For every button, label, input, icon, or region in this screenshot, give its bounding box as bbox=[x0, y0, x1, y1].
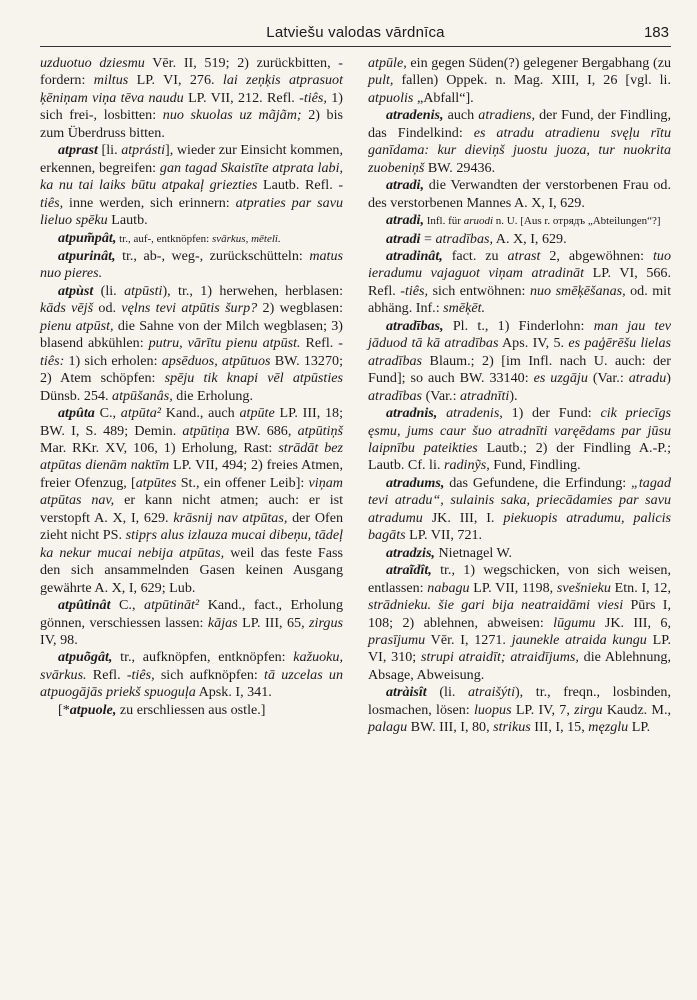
example-text: atpūte bbox=[239, 405, 275, 422]
headword: atradinât, bbox=[386, 247, 443, 264]
headword: atràisît bbox=[386, 684, 427, 701]
example-text: uzduotuo dziesmu bbox=[40, 55, 145, 71]
gloss-text: tr., 1) wegschicken, von sich weisen, entlassen: bbox=[368, 562, 671, 596]
example-text: atrast bbox=[507, 247, 541, 264]
example-text: nabagu bbox=[427, 579, 470, 596]
example-text: kažuoku, svārkus. bbox=[40, 649, 343, 683]
gloss-text: weil das feste Fass den sich ansammelnden Gasen keinen Ausgang gewährte A. X, I, 629; Lub. bbox=[40, 544, 343, 596]
gloss-text: Nietnagel W. bbox=[434, 544, 513, 561]
headword: atprast bbox=[58, 142, 98, 159]
gloss-text: ). bbox=[509, 387, 518, 404]
gloss-text: Lautb. bbox=[107, 212, 148, 229]
note-text: Infl. für bbox=[423, 215, 464, 228]
gloss-text: III, I, 15, bbox=[530, 719, 589, 736]
gloss-text: die Erholung. bbox=[172, 387, 253, 404]
dictionary-entry bbox=[368, 684, 671, 736]
gloss-text: Etn. I, 12, bbox=[610, 579, 671, 596]
gloss-text: A. X, I, 629. bbox=[493, 230, 567, 247]
example-text: strādāt bez atpūtas dienām naktīm bbox=[40, 439, 343, 474]
example-text: smēķēt. bbox=[443, 300, 486, 317]
gloss-text: LP. bbox=[628, 719, 651, 736]
gloss-text: ) bbox=[666, 370, 671, 387]
example-text: „tagad tevi atradu“, sulainis saka, priecādamies par savu atradumu bbox=[368, 474, 671, 526]
example-text: svešnieku bbox=[556, 579, 611, 596]
example-text: -tiês: bbox=[40, 335, 343, 369]
gloss-text: BW. 29436. bbox=[424, 159, 496, 176]
gloss-text: LP. VII, 721. bbox=[405, 527, 483, 544]
gloss-text: 2) bis zum Überdruss bitten. bbox=[40, 107, 344, 141]
example-text: atradnīti bbox=[460, 387, 510, 404]
running-title: Latviešu valodas vārdnīca bbox=[266, 24, 445, 41]
gloss-text: tr., aufknöpfen, entknöpfen: bbox=[112, 649, 294, 666]
example-text: putru, vārītu pienu atpūst. bbox=[148, 335, 301, 352]
example-text: strupi atraidīt; atraidījums, bbox=[420, 649, 579, 666]
gloss-text: BW. III, I, 80, bbox=[407, 719, 494, 736]
example-text: apsēduos, atpūtuos bbox=[161, 352, 271, 369]
example-text: nuo skuolas uz mãjãm; bbox=[162, 107, 302, 124]
example-text: pult, bbox=[368, 72, 394, 89]
example-text: lai zeņķis atprasuot ķēniņam viņa tēva naudu bbox=[40, 72, 343, 106]
example-text: strādnieku. šie gari bija neatraidāmi viesi bbox=[368, 597, 624, 614]
example-text: atpūtināt² bbox=[144, 597, 200, 614]
gloss-text: [* bbox=[58, 701, 70, 718]
example-text: es uzgāju bbox=[533, 370, 588, 387]
dictionary-entry bbox=[40, 649, 343, 701]
gloss-text: Fund, Findling. bbox=[489, 457, 581, 474]
dictionary-entry bbox=[40, 597, 343, 649]
gloss-text: LP. III, 65, bbox=[237, 614, 310, 631]
gloss-text: (li. bbox=[426, 684, 468, 701]
gloss-text: er kann nicht atmen; auch: er ist verstopft A. X, I, 629. bbox=[40, 492, 344, 526]
left-column bbox=[40, 55, 343, 737]
headword: atpûta bbox=[58, 405, 95, 422]
example-text: stipŗs alus izlauza mucai dibeņu, tādeļ ka nekur mucai nebija atpūtas, bbox=[40, 527, 343, 561]
headword: atradenis, bbox=[386, 107, 444, 124]
example-text: matus nuo pieres. bbox=[40, 247, 343, 282]
example-text: pienu atpūst, bbox=[40, 317, 114, 334]
example-text: atradu bbox=[628, 370, 667, 387]
gloss-text: LP. VI, 566. Refl. bbox=[368, 265, 671, 299]
note-text: n. U. [Aus r. отрядъ „Abteilungen“?] bbox=[493, 215, 661, 228]
gloss-text: die Sahne von der Milch wegblasen; 3) blasend abkühlen: bbox=[40, 317, 343, 352]
headword: atraĩdît, bbox=[386, 562, 432, 579]
gloss-text: Vēr. II, 519; 2) zurückbitten, -fordern: bbox=[40, 55, 343, 89]
note-example: svārkus, mēteli. bbox=[211, 232, 281, 245]
dictionary-entry bbox=[368, 562, 671, 684]
example-text: -tiês, bbox=[299, 89, 327, 106]
dictionary-entry bbox=[40, 248, 343, 283]
gloss-text: „Abfall“]. bbox=[413, 89, 474, 106]
gloss-text: der Fund, der Findling, das Findelkind: bbox=[368, 107, 672, 141]
gloss-text: der Ofen zieht nicht PS. bbox=[40, 509, 343, 544]
example-text: atpūle, bbox=[368, 55, 407, 71]
example-text: -tiês, bbox=[40, 177, 344, 211]
gloss-text: (li. bbox=[93, 282, 125, 299]
example-text: es paģērēšu lielas atradības bbox=[368, 335, 671, 369]
gloss-text: sich aufknöpfen: bbox=[154, 666, 265, 683]
gloss-text: Aps. IV, 5. bbox=[498, 335, 569, 352]
example-text: radinỹs, bbox=[443, 457, 490, 474]
dictionary-entry bbox=[368, 107, 671, 177]
example-text: atraišýti bbox=[468, 684, 515, 701]
example-text: -tiês, bbox=[126, 666, 155, 683]
gloss-text: 1) der Fund: bbox=[502, 405, 601, 422]
example-text: zirgus bbox=[309, 614, 343, 631]
example-text: palagu bbox=[368, 719, 408, 736]
entry-continuation bbox=[368, 55, 671, 107]
gloss-text: Lautb. Refl. bbox=[257, 177, 339, 194]
example-text: gan tagad Skaistīte atprata labi, ka nu tai laiks būtu atpakaļ griezties bbox=[40, 159, 344, 194]
headword: atpûtinât bbox=[58, 597, 111, 614]
entry-continuation bbox=[40, 55, 343, 142]
gloss-text: [li. bbox=[97, 142, 122, 159]
gloss-text: LP. VI, 276. bbox=[128, 72, 223, 89]
example-text: prasījumu bbox=[368, 631, 426, 648]
headword: atpuõgât, bbox=[58, 649, 113, 666]
example-text: atradības, bbox=[435, 230, 494, 247]
gloss-text: 2) wegblasen: bbox=[257, 300, 343, 317]
note-example: aruodi bbox=[463, 215, 494, 228]
gloss-text bbox=[437, 405, 446, 421]
gloss-text: die Verwandten der verstorbenen Frau od. des verstorbenen Mannes A. X, I, 629. bbox=[368, 177, 671, 211]
gloss-text: (Var.: bbox=[587, 370, 629, 387]
gloss-text: Blaum.; 2) [im Infl. nach U. auch: der Fund]; so auch BW. 33140: bbox=[368, 352, 671, 387]
gloss-text: auch bbox=[443, 107, 479, 124]
example-text: atpūsti bbox=[124, 282, 163, 299]
example-text: atradības bbox=[368, 387, 423, 404]
gloss-text: Kaudz. M., bbox=[602, 701, 671, 718]
dictionary-entry bbox=[40, 283, 343, 405]
example-text: męzglu bbox=[588, 719, 629, 736]
gloss-text: Pl. t., 1) Finderlohn: bbox=[443, 317, 594, 334]
dictionary-entry bbox=[368, 475, 671, 545]
example-text: -tiês, bbox=[400, 282, 429, 299]
dictionary-entry bbox=[368, 231, 671, 248]
gloss-text: BW. 13270; 2) Atem schöpfen: bbox=[40, 352, 343, 387]
gloss-text: JK. III, I. bbox=[422, 509, 504, 526]
headword: atradības, bbox=[386, 317, 444, 334]
gloss-text: ein gegen Süden(?) gelegener Bergabhang (zu bbox=[406, 55, 671, 71]
gloss-text: ], wieder zur Einsicht kommen, erkennen, begreifen: bbox=[40, 142, 343, 176]
dictionary-entry bbox=[368, 405, 671, 475]
gloss-text: LP. VII, 1198, bbox=[469, 579, 557, 596]
example-text: atradiens, bbox=[478, 107, 536, 124]
headword: atradzis, bbox=[386, 544, 435, 561]
gloss-text: od. bbox=[93, 300, 122, 317]
right-column bbox=[368, 55, 671, 737]
example-text: vęlns tevi atpūtis šurp? bbox=[121, 300, 258, 317]
gloss-text: 1) sich frei-, losbitten: bbox=[40, 89, 343, 124]
gloss-text: sich entwöhnen: bbox=[428, 282, 530, 299]
example-text: atpūšanâs, bbox=[112, 387, 173, 404]
dictionary-entry bbox=[368, 212, 671, 230]
example-text: atpūta² bbox=[120, 405, 162, 422]
dictionary-entry bbox=[40, 230, 343, 248]
gloss-text: ), tr., freqn., losbinden, losmachen, lösen: bbox=[368, 684, 671, 718]
gloss-text: Vēr. I, 1271. bbox=[425, 631, 512, 648]
gloss-text: das Gefundene, die Erfindung: bbox=[444, 474, 632, 491]
gloss-text: C., bbox=[94, 405, 121, 422]
headword: atradnis, bbox=[386, 405, 438, 422]
gloss-text: od. mit abhäng. Inf.: bbox=[368, 282, 672, 317]
gloss-text: die Ablehnung, Absage, Abweisung. bbox=[368, 649, 671, 683]
headword: atradi, bbox=[386, 212, 424, 229]
headword: atpum̃pât, bbox=[58, 229, 117, 246]
gloss-text: LP. III, 18; BW. I, S. 489; Demin. bbox=[40, 405, 344, 439]
gloss-text: BW. 686, bbox=[229, 422, 298, 439]
dictionary-entry bbox=[368, 545, 671, 562]
gloss-text: Dünsb. 254. bbox=[40, 387, 113, 404]
gloss-text: St., ein offener Leib]: bbox=[176, 474, 309, 491]
example-text: piekuopis atradumu, palicis bagāts bbox=[368, 509, 671, 544]
headword: atpuole, bbox=[69, 701, 117, 718]
example-text: atpūtiņš bbox=[297, 422, 343, 439]
gloss-text: ), tr., 1) herwehen, herblasen: bbox=[162, 282, 343, 299]
gloss-text: (Var.: bbox=[422, 387, 461, 404]
gloss-text: Lautb.; 2) der Findling A.-P.; Lautb. Cf. li. bbox=[368, 439, 671, 474]
gloss-text: tr., ab-, weg-, zurückschütteln: bbox=[115, 247, 310, 264]
gloss-text: zu erschliessen aus ostle.] bbox=[116, 701, 266, 718]
example-text: atpuolis bbox=[368, 89, 414, 106]
example-text: kāds vējš bbox=[40, 300, 94, 317]
gloss-text: fact. zu bbox=[442, 247, 508, 264]
example-text: spēju tik knapi vēl atpūsties bbox=[164, 370, 343, 387]
example-text: nuo smēķēšanas, bbox=[529, 282, 626, 299]
dictionary-entry bbox=[40, 405, 343, 597]
gloss-text: = bbox=[420, 230, 436, 247]
gloss-text: LP. IV, 7, bbox=[511, 701, 575, 718]
gloss-text: fallen) Oppek. n. Mag. XIII, I, 26 [vgl. li. bbox=[393, 72, 671, 89]
page-number: 183 bbox=[643, 24, 669, 41]
running-header bbox=[40, 18, 671, 47]
dictionary-entry bbox=[40, 702, 343, 719]
example-text: miltus bbox=[93, 72, 129, 89]
example-text: tuo ieradumu vajaguot viņam atradināt bbox=[368, 247, 671, 282]
example-text: luopus bbox=[473, 701, 512, 718]
headword: atpùst bbox=[58, 282, 94, 299]
gloss-text: Refl. bbox=[86, 666, 127, 683]
example-text: atradenis, bbox=[446, 405, 503, 422]
gloss-text: LP. VI, 310; bbox=[368, 631, 672, 666]
gloss-text: LP. VII, 212. Refl. bbox=[183, 89, 300, 106]
dictionary-entry bbox=[368, 248, 671, 318]
example-text: atprásti bbox=[121, 142, 166, 159]
gloss-text: Mar. RKr. XV, 106, 1) Erholung, Rast: bbox=[40, 439, 279, 456]
headword: atpurinât, bbox=[58, 247, 116, 264]
gloss-text: IV, 98. bbox=[40, 631, 78, 648]
gloss-text: Refl. bbox=[300, 335, 339, 352]
two-column-body bbox=[40, 55, 671, 737]
gloss-text: Kand., auch bbox=[161, 405, 240, 422]
headword: atradi, bbox=[386, 177, 424, 194]
dictionary-entry bbox=[368, 318, 671, 405]
gloss-text: Apsk. I, 341. bbox=[195, 684, 272, 701]
example-text: kājas bbox=[207, 614, 238, 631]
gloss-text: 1) sich erholen: bbox=[64, 352, 162, 369]
example-text: tā uzcelas un atpuogājās priekš spuoguļa bbox=[40, 666, 344, 701]
note-text: tr., auf-, entknöpfen: bbox=[116, 232, 212, 245]
dictionary-entry bbox=[368, 177, 671, 212]
headword: atradums, bbox=[386, 474, 445, 491]
dictionary-entry bbox=[40, 142, 343, 229]
example-text: es atradu atradienu svęļu rītu ganīdama: kur dieviņš juostu juoza, tur nuokrita zuobeniņš bbox=[368, 124, 671, 176]
gloss-text: LP. VII, 494; 2) freies Atmen, freier Ofenzug, [ bbox=[40, 457, 343, 491]
example-text: cik priecīgs ęsmu, jums caur šuo atradnīti varęēdams par jūsu laipnību pateikties bbox=[368, 405, 672, 456]
gloss-text: Kand., fact., Erholung gönnen, verschiessen lassen: bbox=[40, 597, 343, 631]
example-text: atpūtiņa bbox=[182, 422, 230, 439]
gloss-text: JK. III, 6, bbox=[595, 614, 671, 631]
example-text: jaunekle atraida kungu bbox=[511, 631, 647, 648]
headword: atradi bbox=[386, 230, 421, 247]
example-text: man jau tev jāduod tā kā atradības bbox=[368, 317, 671, 352]
example-text: viņam atpūtas nav, bbox=[40, 474, 343, 509]
example-text: lūgumu bbox=[553, 614, 596, 631]
example-text: krāsnij nav atpūtas, bbox=[173, 509, 288, 526]
gloss-text: inne werden, sich erinnern: bbox=[63, 194, 236, 211]
example-text: atpraties par savu lieluo spēku bbox=[40, 194, 343, 229]
gloss-text: Pūrs I, 108; 2) ablehnen, abweisen: bbox=[368, 597, 671, 631]
gloss-text: 2, abgewöhnen: bbox=[540, 247, 653, 264]
example-text: strikus bbox=[493, 719, 531, 736]
example-text: atpūtes bbox=[135, 474, 177, 491]
example-text: zirgu bbox=[574, 701, 603, 718]
gloss-text: C., bbox=[110, 597, 145, 614]
